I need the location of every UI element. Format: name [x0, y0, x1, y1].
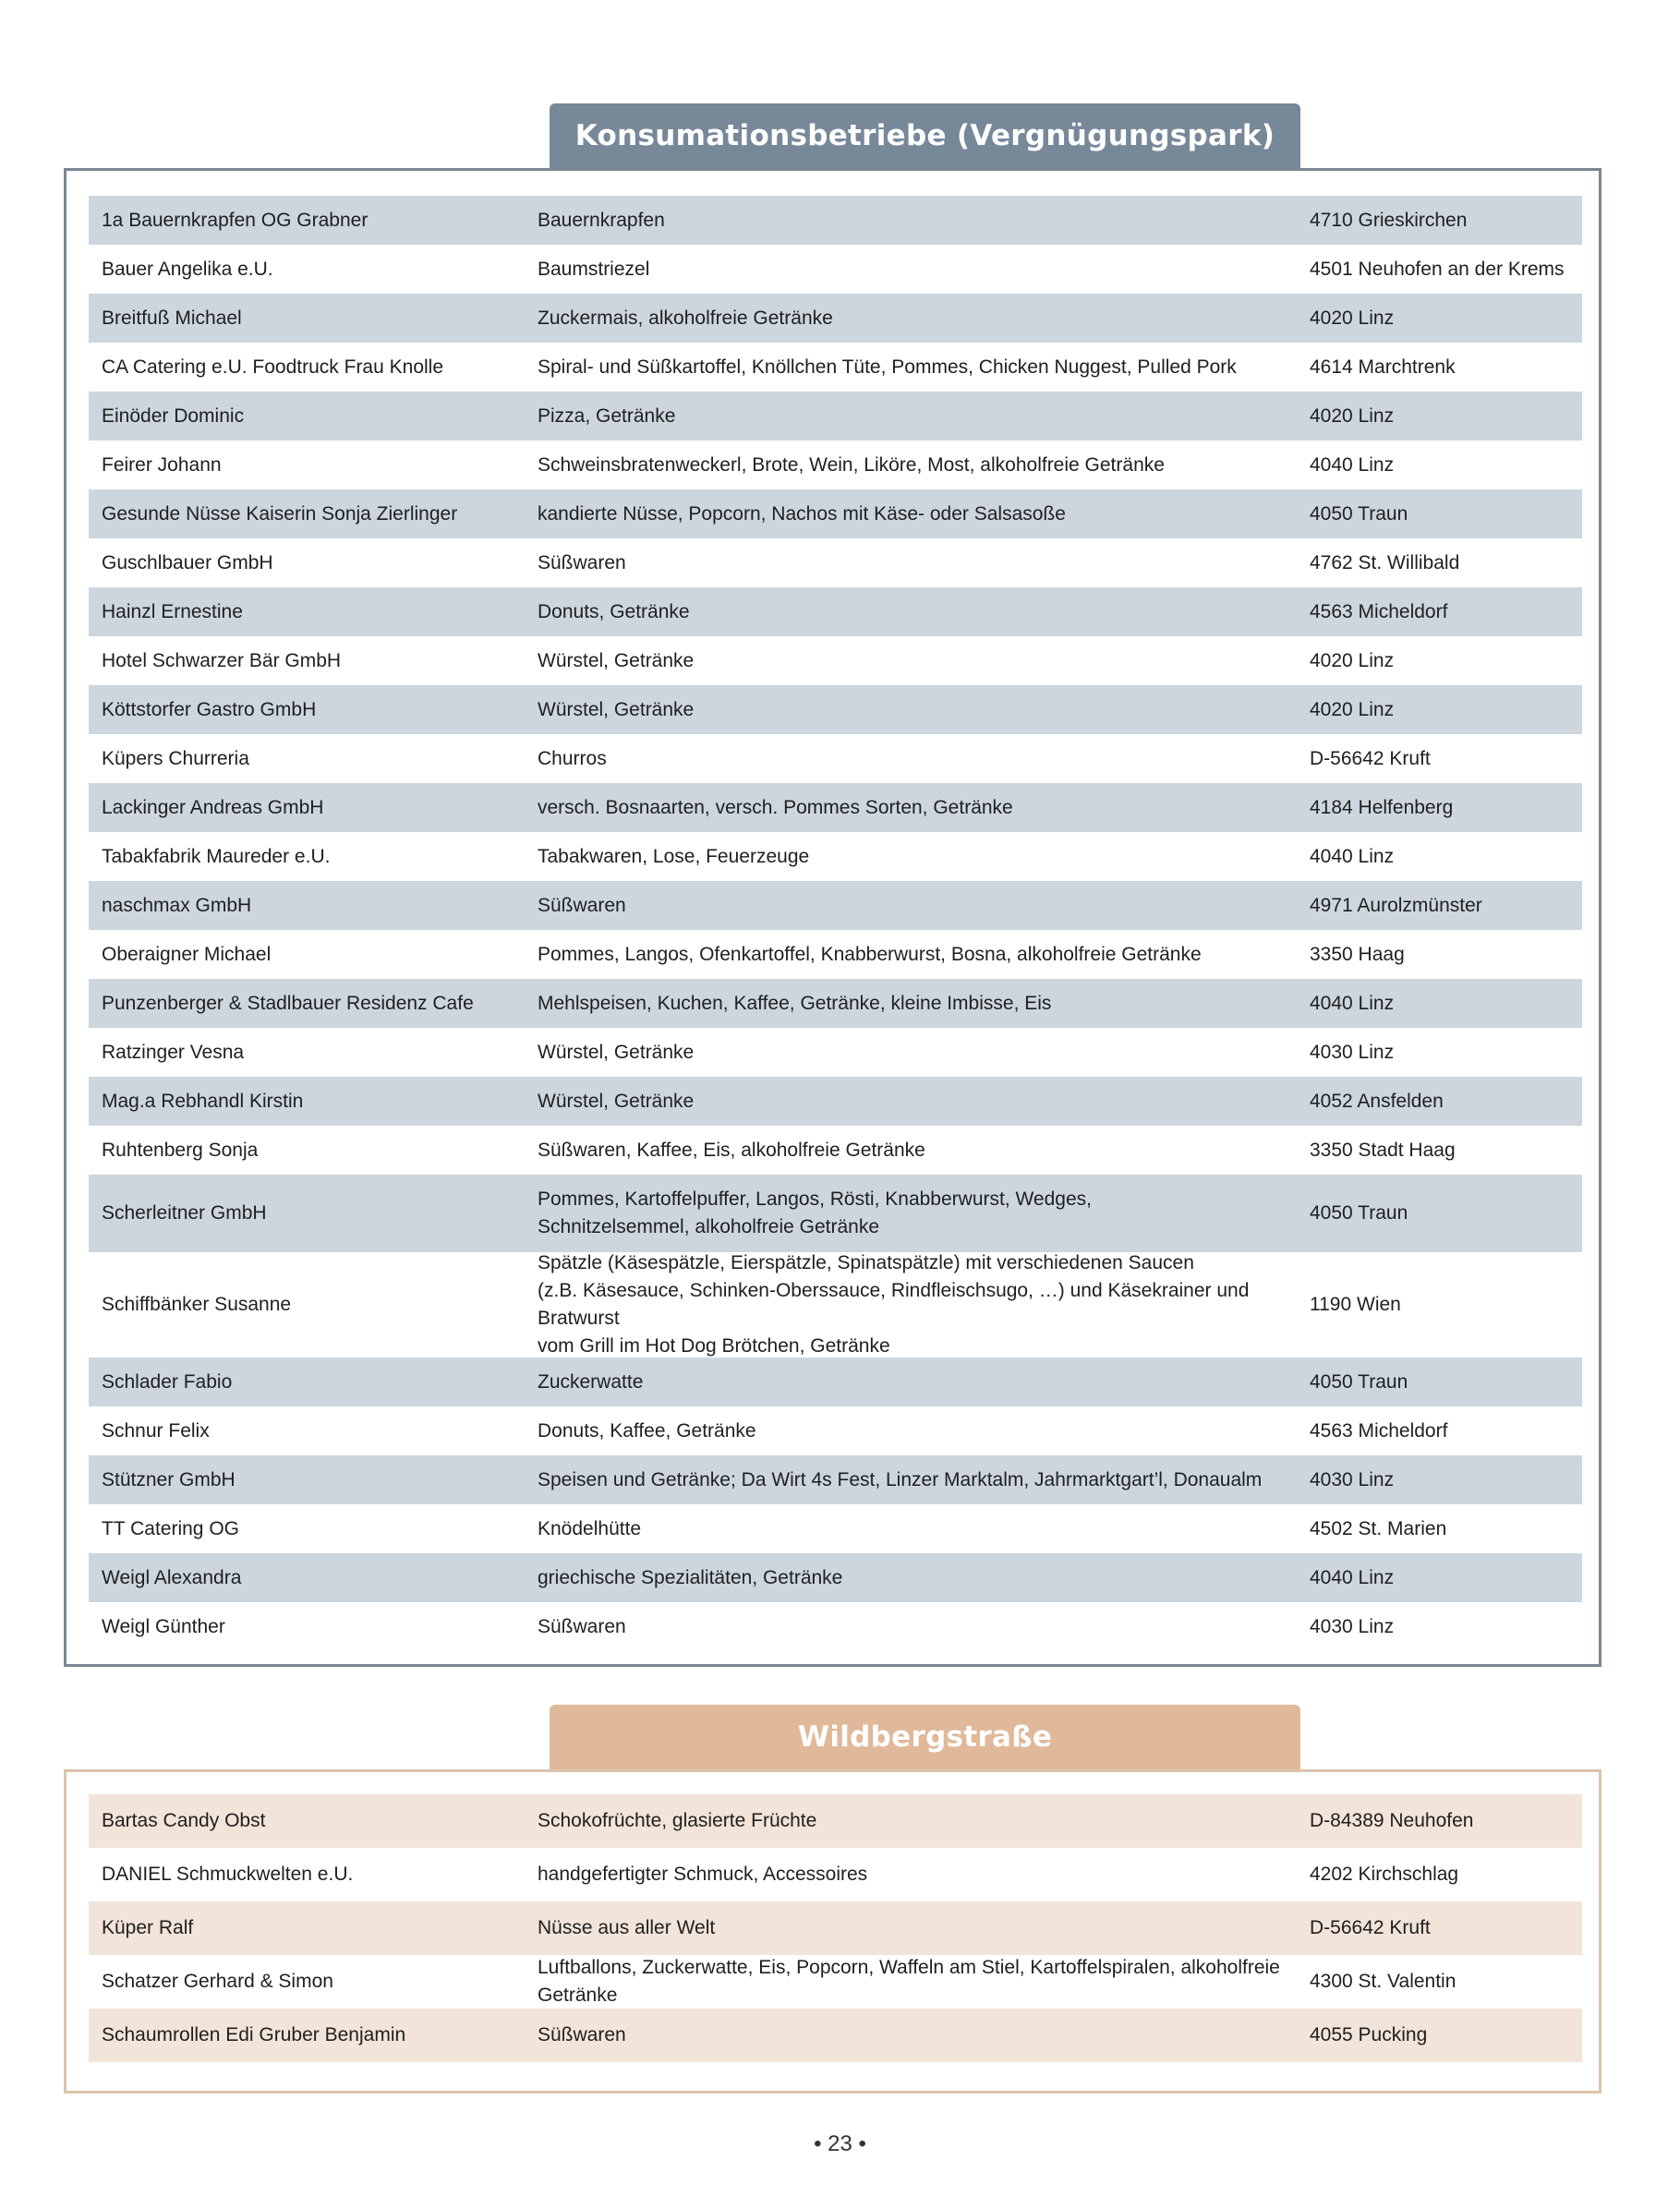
vendor-name: Stützner GmbH — [102, 1468, 236, 1490]
vendor-location: 4614 Marchtrenk — [1310, 356, 1456, 378]
vendor-offer: Schweinsbratenweckerl, Brote, Wein, Liköre, Most, alkoholfreie Getränke — [538, 453, 1165, 476]
vendor-offer: Zuckerwatte — [538, 1370, 644, 1393]
vendor-name: Punzenberger & Stadlbauer Residenz Cafe — [102, 992, 474, 1014]
vendor-offer: Mehlspeisen, Kuchen, Kaffee, Getränke, kleine Imbisse, Eis — [538, 992, 1052, 1014]
table-row — [89, 392, 1582, 440]
vendor-offer: Donuts, Kaffee, Getränke — [538, 1419, 756, 1442]
vendor-location: 3350 Stadt Haag — [1310, 1139, 1456, 1161]
table-row — [89, 1406, 1582, 1455]
vendor-offer: handgefertigter Schmuck, Accessoires — [538, 1864, 868, 1885]
vendor-name: Hotel Schwarzer Bär GmbH — [102, 649, 342, 671]
vendor-offer: Luftballons, Zuckerwatte, Eis, Popcorn, Waffeln am Stiel, Kartoffelspiralen, alkoholfreie Getränke — [538, 1957, 1280, 2006]
vendor-name: Guschlbauer GmbH — [102, 551, 273, 573]
vendor-offer: Süßwaren — [538, 1615, 626, 1637]
vendor-name: Ratzinger Vesna — [102, 1041, 245, 1063]
vendor-name: Schiffbänker Susanne — [102, 1294, 292, 1315]
vendor-offer: Spiral- und Süßkartoffel, Knöllchen Tüte, Pommes, Chicken Nuggest, Pulled Pork — [538, 356, 1237, 378]
table-row — [89, 196, 1582, 245]
vendor-location: D-56642 Kruft — [1310, 1917, 1431, 1938]
table-row — [89, 538, 1582, 587]
vendor-offer: Donuts, Getränke — [538, 600, 690, 622]
vendor-name: Weigl Alexandra — [102, 1566, 242, 1588]
vendor-name: Mag.a Rebhandl Kirstin — [102, 1090, 304, 1112]
table-row — [89, 685, 1582, 734]
table-row — [89, 930, 1582, 979]
section-konsumationsbetriebe — [64, 103, 1601, 1667]
vendor-location: 4050 Traun — [1310, 1202, 1408, 1224]
vendor-name: DANIEL Schmuckwelten e.U. — [102, 1864, 354, 1885]
vendor-offer: Spätzle (Käsespätzle, Eierspätzle, Spinatspätzle) mit verschiedenen Saucen (z.B. Käsesauce, Schinken-Oberssauce, Rindfleischsugo, …) und Käsekrainer und Bratwurst vom Grill im Hot Dog Brötchen, Getränke — [538, 1252, 1250, 1357]
vendor-name: 1a Bauernkrapfen OG Grabner — [102, 209, 369, 231]
table-row — [89, 1602, 1582, 1651]
vendor-offer: kandierte Nüsse, Popcorn, Nachos mit Käse- oder Salsasoße — [538, 502, 1066, 525]
vendor-offer: griechische Spezialitäten, Getränke — [538, 1566, 843, 1588]
vendor-offer: Baumstriezel — [538, 258, 650, 280]
vendor-offer: Würstel, Getränke — [538, 1090, 695, 1112]
table-row — [89, 1252, 1582, 1357]
vendor-name: Hainzl Ernestine — [102, 600, 243, 622]
section-wildbergstrasse — [64, 1705, 1601, 2093]
vendor-offer: Würstel, Getränke — [538, 698, 695, 720]
vendor-location: 4020 Linz — [1310, 698, 1395, 720]
vendor-location: 4055 Pucking — [1310, 2024, 1428, 2045]
vendor-location: 4971 Aurolzmünster — [1310, 894, 1482, 916]
vendor-location: 4040 Linz — [1310, 1566, 1395, 1588]
vendor-name: Weigl Günther — [102, 1615, 225, 1637]
table-row — [89, 587, 1582, 636]
vendor-name: Schaumrollen Edi Gruber Benjamin — [102, 2024, 406, 2045]
vendor-location: 4040 Linz — [1310, 845, 1395, 867]
vendor-name: TT Catering OG — [102, 1517, 239, 1539]
vendor-name: Gesunde Nüsse Kaiserin Sonja Zierlinger — [102, 502, 458, 525]
vendor-location: 4202 Kirchschlag — [1310, 1864, 1459, 1885]
vendor-name: naschmax GmbH — [102, 894, 252, 916]
section-table-frame — [64, 1769, 1601, 2093]
vendor-location: D-84389 Neuhofen — [1310, 1810, 1474, 1831]
vendor-name: Schlader Fabio — [102, 1370, 233, 1393]
vendor-location: 4040 Linz — [1310, 992, 1395, 1014]
vendor-location: 4030 Linz — [1310, 1041, 1395, 1063]
table-row — [89, 1028, 1582, 1077]
vendor-offer: Churros — [538, 747, 607, 769]
section-table-frame — [64, 168, 1601, 1667]
section-title: Wildbergstraße — [550, 1705, 1300, 1769]
vendor-offer: Speisen und Getränke; Da Wirt 4s Fest, Linzer Marktalm, Jahrmarktgart’l, Donaualm — [538, 1468, 1263, 1490]
table-row — [89, 881, 1582, 930]
table-row — [89, 979, 1582, 1028]
table-row — [89, 294, 1582, 343]
vendor-name: Schatzer Gerhard & Simon — [102, 1971, 333, 1992]
vendor-offer: Würstel, Getränke — [538, 1041, 695, 1063]
table-row — [89, 489, 1582, 538]
vendor-offer: Süßwaren, Kaffee, Eis, alkoholfreie Getränke — [538, 1139, 925, 1161]
vendor-location: 1190 Wien — [1310, 1294, 1401, 1315]
vendor-location: 4502 St. Marien — [1310, 1517, 1447, 1539]
vendor-location: 4020 Linz — [1310, 649, 1395, 671]
vendor-name: Küper Ralf — [102, 1917, 194, 1938]
vendor-location: 3350 Haag — [1310, 943, 1405, 965]
table-row — [89, 1357, 1582, 1406]
vendor-location: 4030 Linz — [1310, 1468, 1395, 1490]
vendor-location: 4184 Helfenberg — [1310, 796, 1454, 818]
table-row — [89, 2009, 1582, 2062]
vendor-name: Bauer Angelika e.U. — [102, 258, 273, 280]
vendor-location: 4020 Linz — [1310, 404, 1395, 427]
vendor-location: 4030 Linz — [1310, 1615, 1395, 1637]
vendor-location: 4563 Micheldorf — [1310, 1419, 1448, 1442]
vendor-name: CA Catering e.U. Foodtruck Frau Knolle — [102, 356, 444, 378]
vendor-offer: Süßwaren — [538, 551, 626, 573]
page-number: • 23 • — [814, 2131, 866, 2156]
vendor-location: 4050 Traun — [1310, 502, 1408, 525]
vendor-offer: versch. Bosnaarten, versch. Pommes Sorten, Getränke — [538, 796, 1013, 818]
vendor-location: 4501 Neuhofen an der Krems — [1310, 258, 1565, 280]
vendor-offer: Süßwaren — [538, 2024, 626, 2045]
vendor-name: Einöder Dominic — [102, 404, 245, 427]
vendor-offer: Zuckermais, alkoholfreie Getränke — [538, 307, 833, 329]
table-row — [89, 245, 1582, 294]
vendor-offer: Pizza, Getränke — [538, 404, 676, 427]
table-row — [89, 734, 1582, 783]
vendor-name: Köttstorfer Gastro GmbH — [102, 698, 317, 720]
vendor-offer: Süßwaren — [538, 894, 626, 916]
vendor-name: Breitfuß Michael — [102, 307, 242, 329]
vendor-location: D-56642 Kruft — [1310, 747, 1431, 769]
vendor-name: Feirer Johann — [102, 453, 222, 476]
table-row — [89, 440, 1582, 489]
table-row — [89, 1794, 1582, 1848]
table-row — [89, 343, 1582, 392]
table-row — [89, 1077, 1582, 1126]
vendor-offer: Bauernkrapfen — [538, 209, 665, 231]
table-row — [89, 636, 1582, 685]
table-row — [89, 783, 1582, 832]
table-row — [89, 1175, 1582, 1252]
vendor-offer: Schokofrüchte, glasierte Früchte — [538, 1810, 817, 1831]
vendor-name: Küpers Churreria — [102, 747, 249, 769]
table-row — [89, 1955, 1582, 2009]
vendor-name: Lackinger Andreas GmbH — [102, 796, 324, 818]
table-row — [89, 1848, 1582, 1901]
vendor-offer: Würstel, Getränke — [538, 649, 695, 671]
vendor-location: 4762 St. Willibald — [1310, 551, 1460, 573]
table-row — [89, 1455, 1582, 1504]
vendor-location: 4020 Linz — [1310, 307, 1395, 329]
table-row — [89, 1126, 1582, 1175]
vendor-location: 4050 Traun — [1310, 1370, 1408, 1393]
table-row — [89, 832, 1582, 881]
vendor-location: 4052 Ansfelden — [1310, 1090, 1444, 1112]
vendor-location: 4563 Micheldorf — [1310, 600, 1448, 622]
vendor-location: 4710 Grieskirchen — [1310, 209, 1468, 231]
vendor-location: 4040 Linz — [1310, 453, 1395, 476]
table-row — [89, 1553, 1582, 1602]
vendor-offer: Tabakwaren, Lose, Feuerzeuge — [538, 845, 810, 867]
vendor-name: Bartas Candy Obst — [102, 1810, 266, 1831]
vendor-name: Tabakfabrik Maureder e.U. — [102, 845, 331, 867]
vendor-name: Schnur Felix — [102, 1419, 210, 1442]
vendor-offer: Nüsse aus aller Welt — [538, 1917, 716, 1938]
vendor-offer: Knödelhütte — [538, 1517, 642, 1539]
table-row — [89, 1504, 1582, 1553]
section-title: Konsumationsbetriebe (Vergnügungspark) — [550, 103, 1300, 168]
vendor-name: Scherleitner GmbH — [102, 1202, 267, 1224]
table-row — [89, 1901, 1582, 1955]
vendor-table — [89, 196, 1582, 1651]
vendor-table — [89, 1794, 1582, 2062]
vendor-location: 4300 St. Valentin — [1310, 1971, 1456, 1992]
vendor-name: Oberaigner Michael — [102, 943, 272, 965]
vendor-offer: Pommes, Langos, Ofenkartoffel, Knabberwurst, Bosna, alkoholfreie Getränke — [538, 943, 1202, 965]
vendor-offer: Pommes, Kartoffelpuffer, Langos, Rösti, Knabberwurst, Wedges, Schnitzelsemmel, alkoholfreie Getränke — [538, 1188, 1092, 1237]
vendor-name: Ruhtenberg Sonja — [102, 1139, 259, 1161]
